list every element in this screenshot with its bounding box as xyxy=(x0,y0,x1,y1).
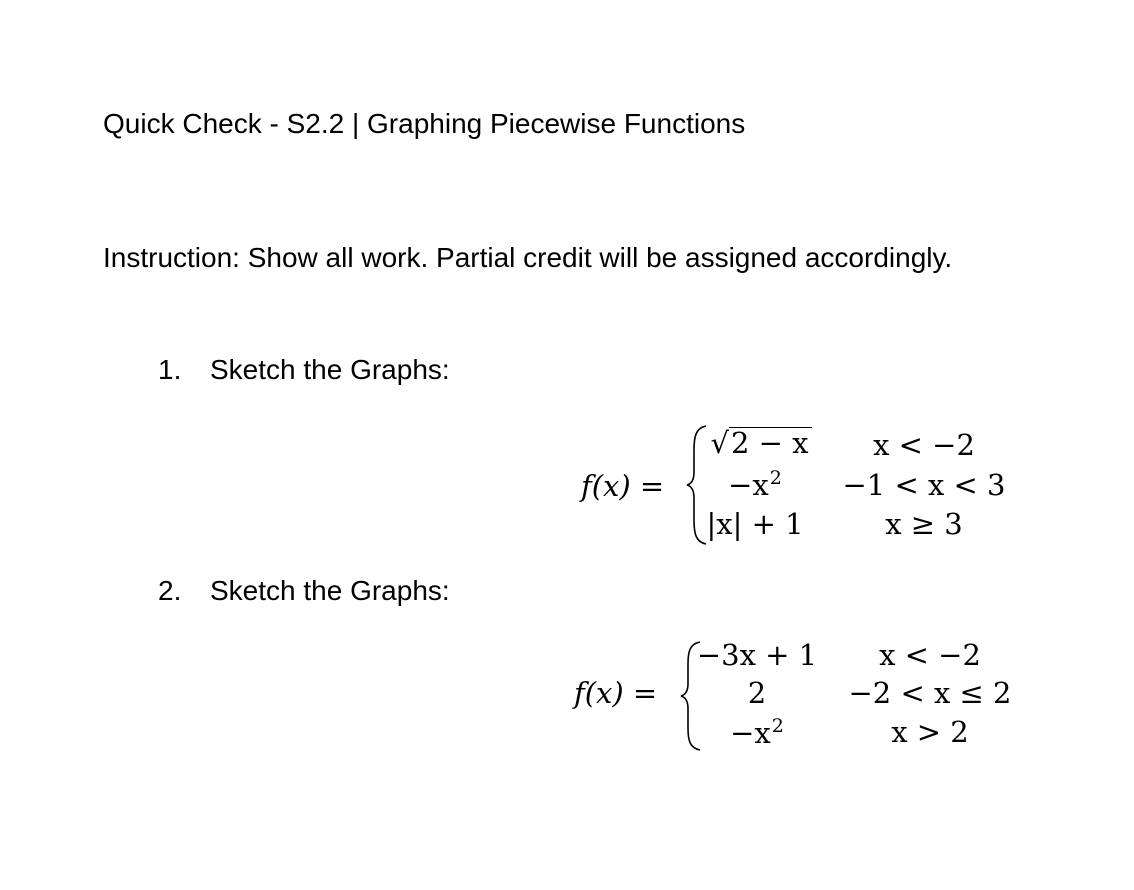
problem-number: 2. xyxy=(158,575,182,606)
piece-expression: $-x^2$ xyxy=(730,715,784,750)
problem-prompt: Sketch the Graphs: xyxy=(210,575,450,606)
sqrt-icon: √2 − x xyxy=(710,426,811,460)
piece-condition: x > 2 xyxy=(891,715,969,749)
instruction-text: Instruction: Show all work. Partial credit will be assigned accordingly. xyxy=(103,242,953,273)
piece-condition: −2 < x ≤ 2 xyxy=(848,676,1012,710)
problem-prompt: Sketch the Graphs: xyxy=(210,354,450,385)
piece-expression: 2 xyxy=(747,676,767,710)
piece-condition: x ≥ 3 xyxy=(885,507,963,541)
function-label: f(x) = xyxy=(574,676,658,710)
piece-expression: −3x + 1 xyxy=(696,638,818,672)
piece-expression: $-x^2$ xyxy=(728,467,782,502)
piece-condition: x < −2 xyxy=(873,428,975,462)
piece-condition: x < −2 xyxy=(879,638,981,672)
piece-condition: −1 < x < 3 xyxy=(842,468,1006,502)
function-label: f(x) = xyxy=(581,469,665,503)
page-title: Quick Check - S2.2 | Graphing Piecewise Functions xyxy=(103,108,746,139)
problem-number: 1. xyxy=(158,354,182,385)
piece-expression: |x| + 1 xyxy=(706,507,804,541)
